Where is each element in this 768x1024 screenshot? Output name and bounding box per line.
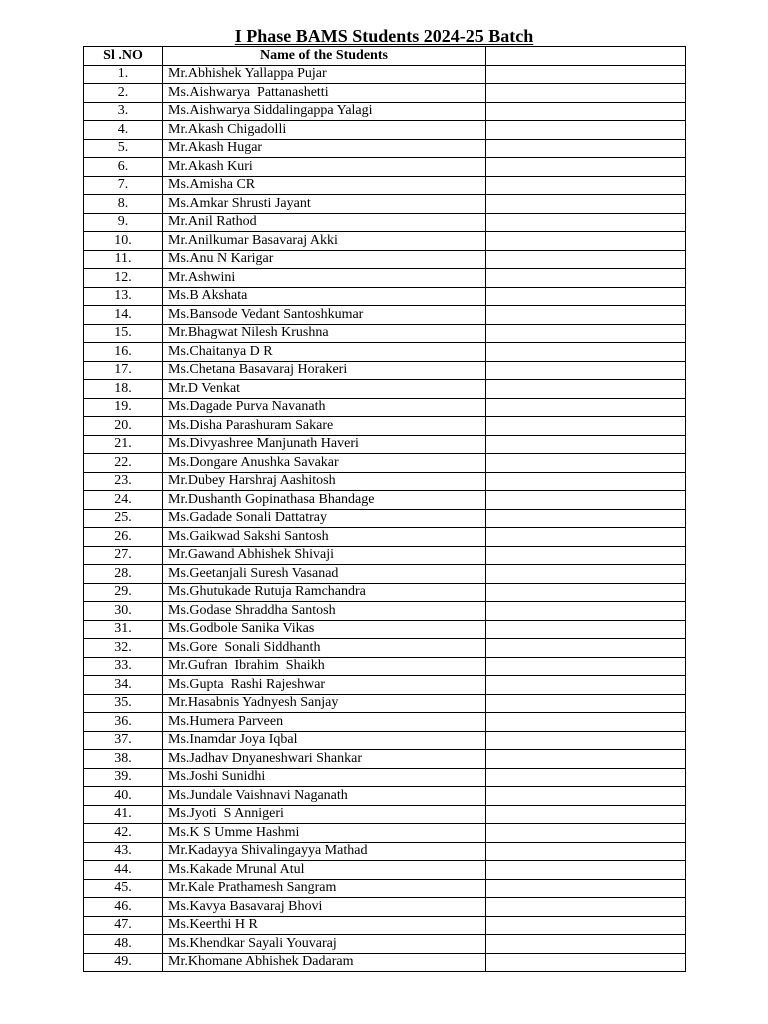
- blank-cell: [486, 435, 686, 454]
- table-row: [84, 435, 686, 454]
- blank-cell: [486, 787, 686, 806]
- table-row: [84, 639, 686, 658]
- serial-number-cell: 25.: [84, 509, 163, 528]
- blank-cell: [486, 602, 686, 621]
- blank-cell: [486, 546, 686, 565]
- table-header-row: [84, 47, 686, 66]
- serial-number-cell: 49.: [84, 953, 163, 972]
- student-name-cell: Ms.Humera Parveen: [163, 713, 486, 732]
- blank-cell: [486, 805, 686, 824]
- table-row: [84, 306, 686, 325]
- table-row: [84, 935, 686, 954]
- student-name-cell: Mr.Akash Kuri: [163, 158, 486, 177]
- student-name-cell: Ms.Joshi Sunidhi: [163, 768, 486, 787]
- blank-cell: [486, 472, 686, 491]
- serial-number-cell: 42.: [84, 824, 163, 843]
- blank-cell: [486, 713, 686, 732]
- table-row: [84, 121, 686, 140]
- student-name-cell: Ms.Gaikwad Sakshi Santosh: [163, 528, 486, 547]
- blank-cell: [486, 158, 686, 177]
- table-row: [84, 232, 686, 251]
- serial-number-cell: 12.: [84, 269, 163, 288]
- page-title-text: I Phase BAMS Students 2024-25 Batch: [234, 26, 534, 46]
- serial-number-cell: 44.: [84, 861, 163, 880]
- serial-number-cell: 15.: [84, 324, 163, 343]
- serial-number-cell: 10.: [84, 232, 163, 251]
- page-title: [0, 25, 768, 47]
- blank-cell: [486, 935, 686, 954]
- blank-cell: [486, 768, 686, 787]
- serial-number-cell: 35.: [84, 694, 163, 713]
- student-name-cell: Mr.Hasabnis Yadnyesh Sanjay: [163, 694, 486, 713]
- serial-number-cell: 38.: [84, 750, 163, 769]
- table-row: [84, 916, 686, 935]
- blank-cell: [486, 65, 686, 84]
- student-name-cell: Ms.Chaitanya D R: [163, 343, 486, 362]
- student-name-cell: Mr.Dushanth Gopinathasa Bhandage: [163, 491, 486, 510]
- student-name-cell: Ms.Jadhav Dnyaneshwari Shankar: [163, 750, 486, 769]
- table-row: [84, 269, 686, 288]
- blank-cell: [486, 509, 686, 528]
- serial-number-cell: 1.: [84, 65, 163, 84]
- blank-cell: [486, 824, 686, 843]
- serial-number-cell: 41.: [84, 805, 163, 824]
- serial-number-cell: 24.: [84, 491, 163, 510]
- table-row: [84, 787, 686, 806]
- blank-cell: [486, 139, 686, 158]
- serial-number-cell: 23.: [84, 472, 163, 491]
- serial-number-cell: 6.: [84, 158, 163, 177]
- student-name-cell: Mr.Gawand Abhishek Shivaji: [163, 546, 486, 565]
- table-row: [84, 750, 686, 769]
- blank-cell: [486, 528, 686, 547]
- serial-number-cell: 14.: [84, 306, 163, 325]
- student-name-cell: Mr.Kale Prathamesh Sangram: [163, 879, 486, 898]
- table-row: [84, 768, 686, 787]
- serial-number-cell: 46.: [84, 898, 163, 917]
- blank-cell: [486, 287, 686, 306]
- student-name-cell: Ms.Gupta Rashi Rajeshwar: [163, 676, 486, 695]
- table-row: [84, 565, 686, 584]
- serial-number-cell: 19.: [84, 398, 163, 417]
- blank-cell: [486, 861, 686, 880]
- serial-number-cell: 3.: [84, 102, 163, 121]
- table-row: [84, 287, 686, 306]
- blank-cell: [486, 879, 686, 898]
- student-name-cell: Ms.Dagade Purva Navanath: [163, 398, 486, 417]
- serial-number-cell: 37.: [84, 731, 163, 750]
- blank-cell: [486, 380, 686, 399]
- serial-number-cell: 31.: [84, 620, 163, 639]
- blank-cell: [486, 731, 686, 750]
- blank-cell: [486, 620, 686, 639]
- table-row: [84, 694, 686, 713]
- blank-cell: [486, 398, 686, 417]
- header-sl-no: Sl .NO: [84, 47, 163, 66]
- blank-cell: [486, 491, 686, 510]
- blank-cell: [486, 306, 686, 325]
- student-name-cell: Ms.Kakade Mrunal Atul: [163, 861, 486, 880]
- student-name-cell: Mr.Kadayya Shivalingayya Mathad: [163, 842, 486, 861]
- student-name-cell: Ms.Divyashree Manjunath Haveri: [163, 435, 486, 454]
- table-row: [84, 472, 686, 491]
- serial-number-cell: 17.: [84, 361, 163, 380]
- blank-cell: [486, 750, 686, 769]
- serial-number-cell: 47.: [84, 916, 163, 935]
- blank-cell: [486, 343, 686, 362]
- table-row: [84, 731, 686, 750]
- table-row: [84, 805, 686, 824]
- blank-cell: [486, 213, 686, 232]
- table-row: [84, 361, 686, 380]
- blank-cell: [486, 102, 686, 121]
- table-row: [84, 65, 686, 84]
- table-row: [84, 343, 686, 362]
- table-row: [84, 620, 686, 639]
- table-row: [84, 657, 686, 676]
- table-row: [84, 417, 686, 436]
- student-name-cell: Ms.Amisha CR: [163, 176, 486, 195]
- student-name-cell: Mr.D Venkat: [163, 380, 486, 399]
- header-blank-column: [486, 47, 686, 66]
- table-row: [84, 546, 686, 565]
- students-table: [83, 46, 686, 972]
- student-name-cell: Ms.Bansode Vedant Santoshkumar: [163, 306, 486, 325]
- table-row: [84, 861, 686, 880]
- table-row: [84, 583, 686, 602]
- student-name-cell: Mr.Akash Hugar: [163, 139, 486, 158]
- serial-number-cell: 33.: [84, 657, 163, 676]
- serial-number-cell: 27.: [84, 546, 163, 565]
- student-name-cell: Ms.Dongare Anushka Savakar: [163, 454, 486, 473]
- student-name-cell: Mr.Ashwini: [163, 269, 486, 288]
- student-name-cell: Ms.Godbole Sanika Vikas: [163, 620, 486, 639]
- blank-cell: [486, 565, 686, 584]
- serial-number-cell: 4.: [84, 121, 163, 140]
- serial-number-cell: 29.: [84, 583, 163, 602]
- blank-cell: [486, 324, 686, 343]
- student-name-cell: Ms.B Akshata: [163, 287, 486, 306]
- table-row: [84, 824, 686, 843]
- serial-number-cell: 22.: [84, 454, 163, 473]
- serial-number-cell: 9.: [84, 213, 163, 232]
- blank-cell: [486, 417, 686, 436]
- blank-cell: [486, 657, 686, 676]
- student-name-cell: Ms.Gadade Sonali Dattatray: [163, 509, 486, 528]
- blank-cell: [486, 898, 686, 917]
- blank-cell: [486, 361, 686, 380]
- student-name-cell: Ms.Geetanjali Suresh Vasanad: [163, 565, 486, 584]
- student-name-cell: Ms.Aishwarya Siddalingappa Yalagi: [163, 102, 486, 121]
- serial-number-cell: 36.: [84, 713, 163, 732]
- serial-number-cell: 32.: [84, 639, 163, 658]
- student-name-cell: Ms.Khendkar Sayali Youvaraj: [163, 935, 486, 954]
- table-row: [84, 953, 686, 972]
- serial-number-cell: 30.: [84, 602, 163, 621]
- blank-cell: [486, 121, 686, 140]
- student-name-cell: Ms.Jyoti S Annigeri: [163, 805, 486, 824]
- table-row: [84, 324, 686, 343]
- blank-cell: [486, 916, 686, 935]
- student-name-cell: Ms.Amkar Shrusti Jayant: [163, 195, 486, 214]
- table-row: [84, 102, 686, 121]
- serial-number-cell: 43.: [84, 842, 163, 861]
- blank-cell: [486, 676, 686, 695]
- table-row: [84, 879, 686, 898]
- serial-number-cell: 11.: [84, 250, 163, 269]
- student-name-cell: Mr.Bhagwat Nilesh Krushna: [163, 324, 486, 343]
- serial-number-cell: 13.: [84, 287, 163, 306]
- table-row: [84, 84, 686, 103]
- blank-cell: [486, 953, 686, 972]
- table-row: [84, 454, 686, 473]
- table-row: [84, 176, 686, 195]
- student-name-cell: Mr.Khomane Abhishek Dadaram: [163, 953, 486, 972]
- student-name-cell: Ms.Inamdar Joya Iqbal: [163, 731, 486, 750]
- serial-number-cell: 8.: [84, 195, 163, 214]
- student-name-cell: Ms.Jundale Vaishnavi Naganath: [163, 787, 486, 806]
- blank-cell: [486, 250, 686, 269]
- serial-number-cell: 40.: [84, 787, 163, 806]
- table-row: [84, 898, 686, 917]
- student-name-cell: Ms.Anu N Karigar: [163, 250, 486, 269]
- table-row: [84, 139, 686, 158]
- table-row: [84, 398, 686, 417]
- table-row: [84, 509, 686, 528]
- blank-cell: [486, 232, 686, 251]
- student-name-cell: Ms.Kavya Basavaraj Bhovi: [163, 898, 486, 917]
- serial-number-cell: 45.: [84, 879, 163, 898]
- blank-cell: [486, 176, 686, 195]
- blank-cell: [486, 583, 686, 602]
- student-name-cell: Ms.Chetana Basavaraj Horakeri: [163, 361, 486, 380]
- student-name-cell: Mr.Dubey Harshraj Aashitosh: [163, 472, 486, 491]
- student-name-cell: Mr.Anil Rathod: [163, 213, 486, 232]
- serial-number-cell: 28.: [84, 565, 163, 584]
- table-row: [84, 213, 686, 232]
- table-row: [84, 528, 686, 547]
- table-row: [84, 195, 686, 214]
- student-name-cell: Ms.Ghutukade Rutuja Ramchandra: [163, 583, 486, 602]
- blank-cell: [486, 269, 686, 288]
- serial-number-cell: 48.: [84, 935, 163, 954]
- table-row: [84, 491, 686, 510]
- table-row: [84, 713, 686, 732]
- student-name-cell: Ms.Godase Shraddha Santosh: [163, 602, 486, 621]
- student-name-cell: Ms.Gore Sonali Siddhanth: [163, 639, 486, 658]
- student-name-cell: Ms.K S Umme Hashmi: [163, 824, 486, 843]
- table-row: [84, 380, 686, 399]
- table-row: [84, 158, 686, 177]
- serial-number-cell: 2.: [84, 84, 163, 103]
- serial-number-cell: 21.: [84, 435, 163, 454]
- header-student-name: Name of the Students: [163, 47, 486, 66]
- blank-cell: [486, 639, 686, 658]
- students-table-body: [84, 65, 686, 972]
- student-name-cell: Mr.Anilkumar Basavaraj Akki: [163, 232, 486, 251]
- serial-number-cell: 18.: [84, 380, 163, 399]
- serial-number-cell: 34.: [84, 676, 163, 695]
- table-row: [84, 676, 686, 695]
- serial-number-cell: 5.: [84, 139, 163, 158]
- serial-number-cell: 16.: [84, 343, 163, 362]
- blank-cell: [486, 842, 686, 861]
- student-name-cell: Mr.Akash Chigadolli: [163, 121, 486, 140]
- student-name-cell: Ms.Disha Parashuram Sakare: [163, 417, 486, 436]
- student-name-cell: Mr.Gufran Ibrahim Shaikh: [163, 657, 486, 676]
- serial-number-cell: 39.: [84, 768, 163, 787]
- serial-number-cell: 20.: [84, 417, 163, 436]
- blank-cell: [486, 84, 686, 103]
- table-row: [84, 250, 686, 269]
- student-name-cell: Ms.Keerthi H R: [163, 916, 486, 935]
- table-row: [84, 842, 686, 861]
- blank-cell: [486, 195, 686, 214]
- serial-number-cell: 26.: [84, 528, 163, 547]
- serial-number-cell: 7.: [84, 176, 163, 195]
- student-name-cell: Ms.Aishwarya Pattanashetti: [163, 84, 486, 103]
- table-row: [84, 602, 686, 621]
- blank-cell: [486, 694, 686, 713]
- blank-cell: [486, 454, 686, 473]
- student-name-cell: Mr.Abhishek Yallappa Pujar: [163, 65, 486, 84]
